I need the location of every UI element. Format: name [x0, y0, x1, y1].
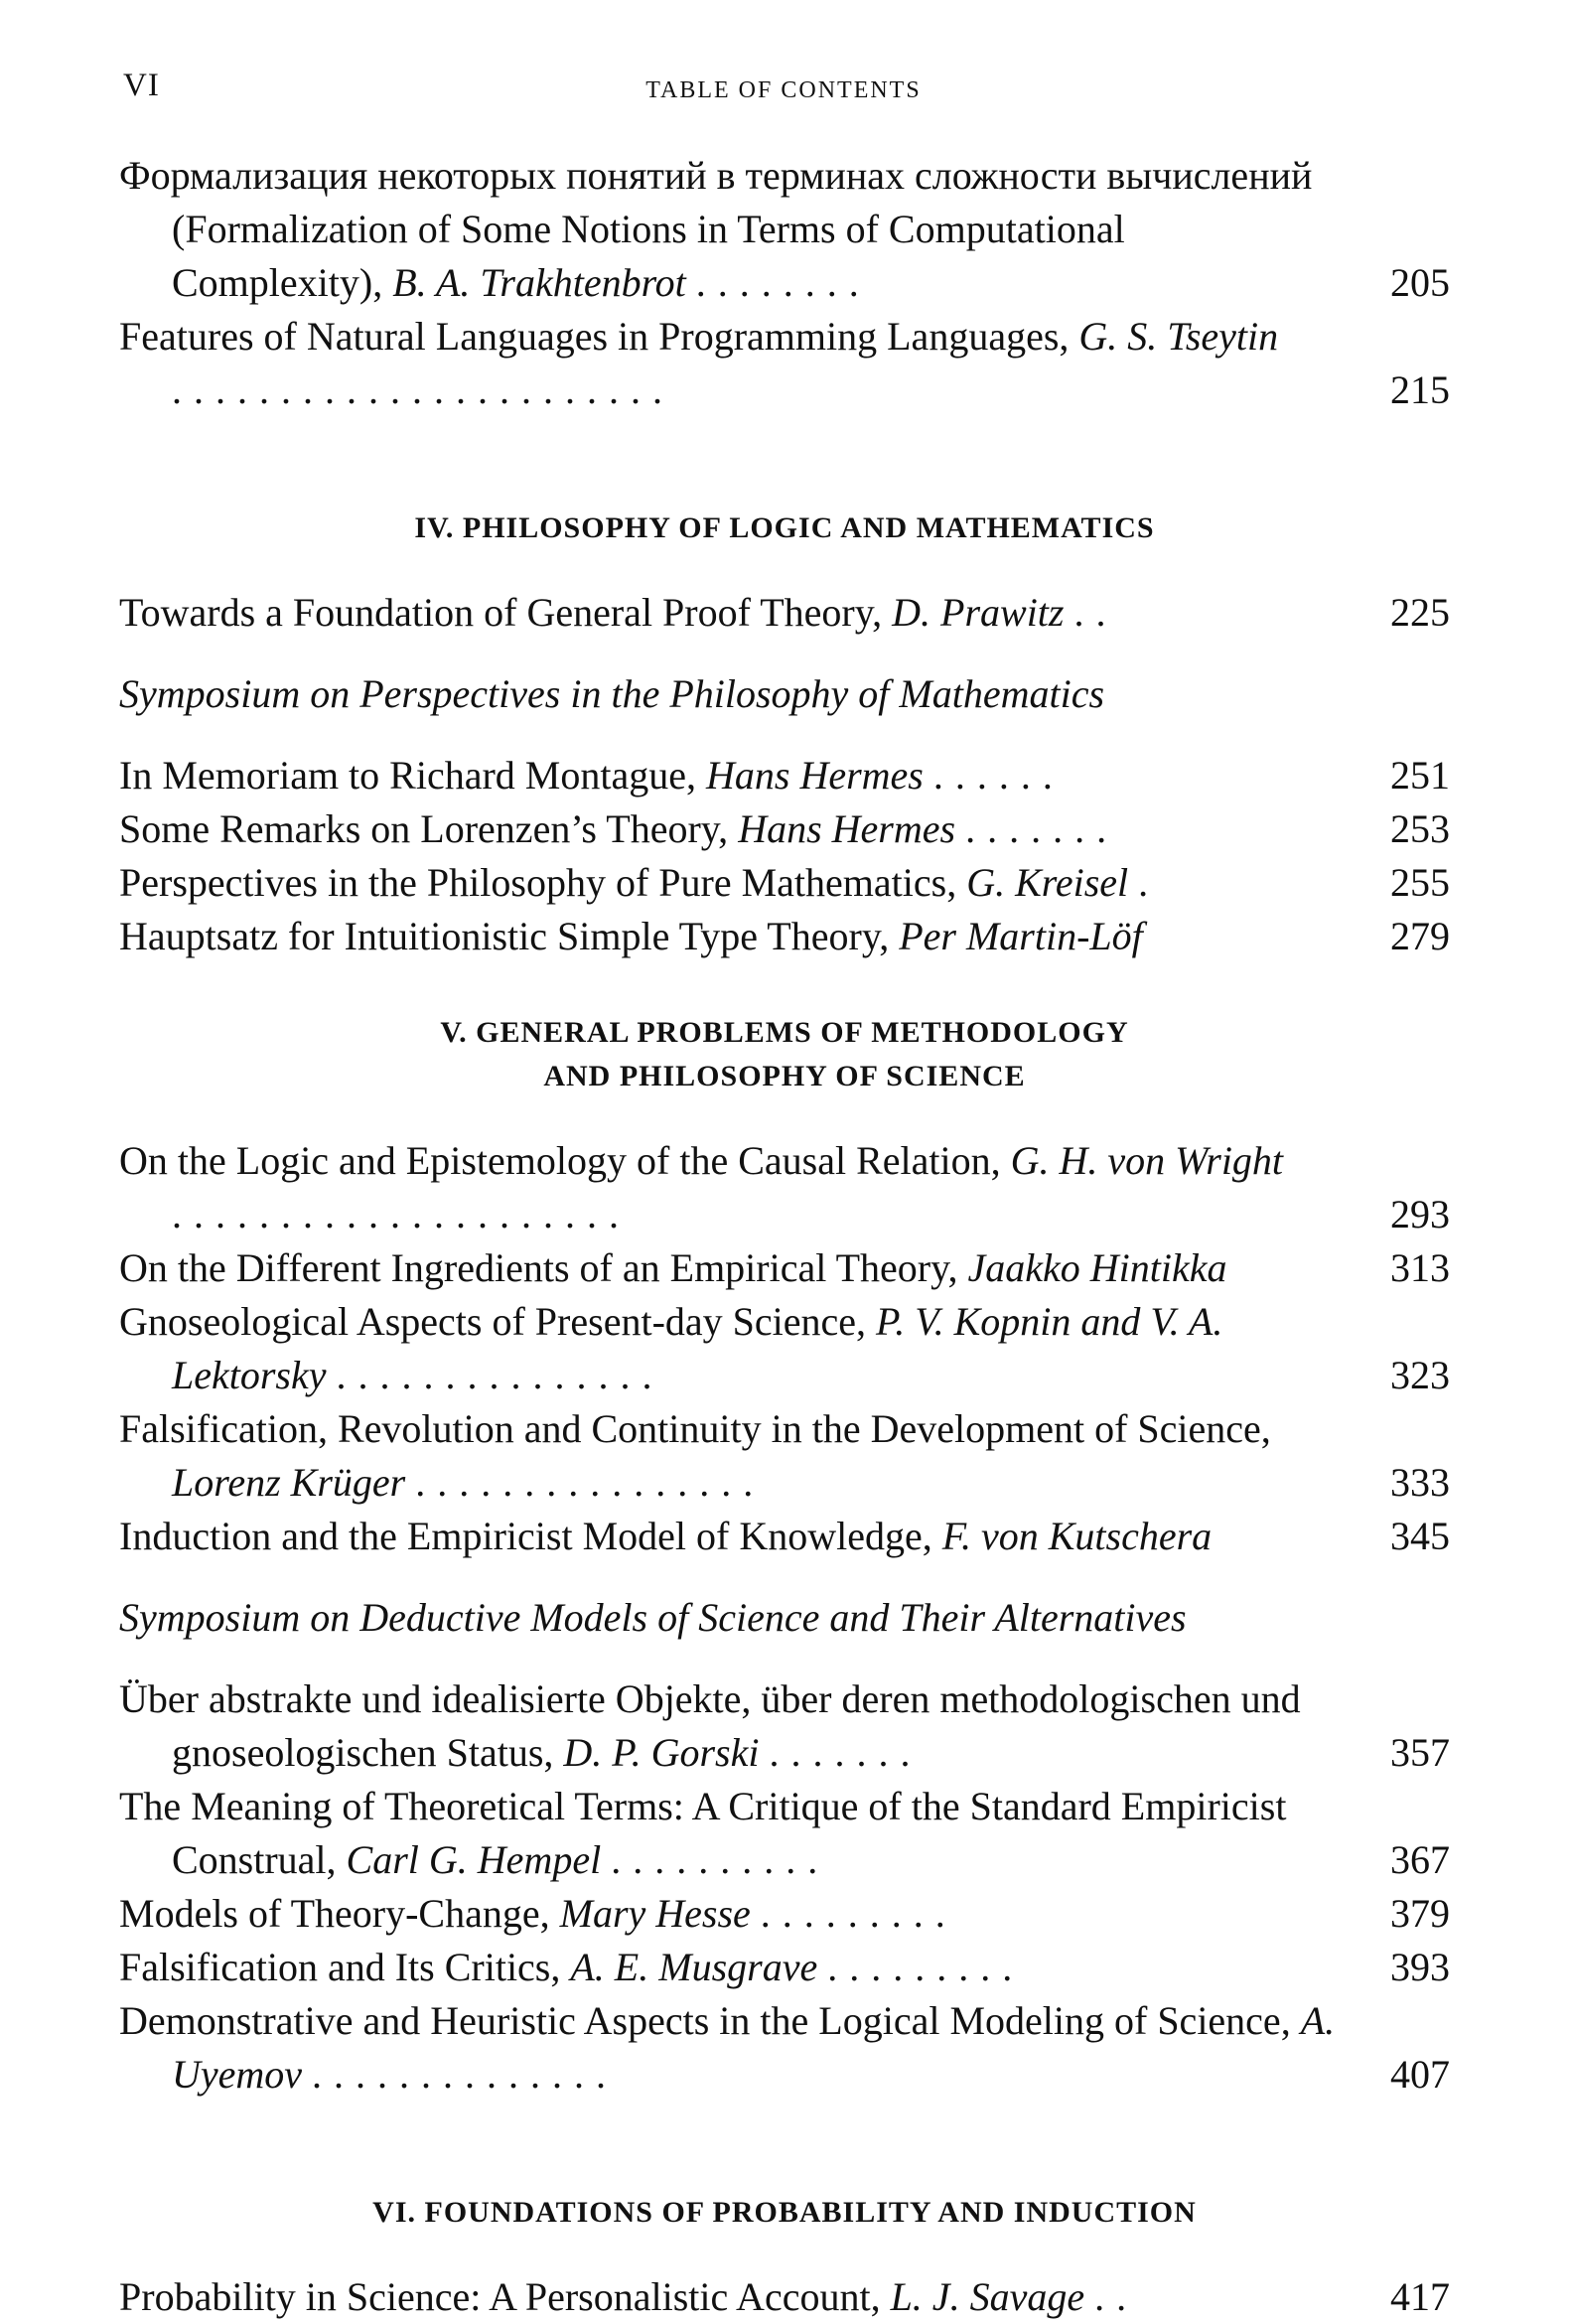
leader-dots: ................ [415, 1460, 766, 1505]
entry-title: On the Logic and Epistemology of the Causal Relation, [119, 1138, 1011, 1183]
leader-dots: ....................... [172, 367, 674, 412]
entry-page: 367 [1390, 1837, 1450, 1882]
toc-entry [119, 856, 1450, 910]
entry-title: Induction and the Empiricist Model of Knowledge, [119, 1514, 942, 1558]
entry-author: Hans Hermes [738, 806, 956, 851]
symposium-heading: Symposium on Perspectives in the Philosophy of Mathematics [119, 671, 1105, 716]
toc-entry [119, 1672, 1450, 1780]
entry-page: 251 [1390, 753, 1450, 798]
entry-page: 313 [1390, 1245, 1450, 1290]
entry-title: Формализация некоторых понятий в терминах сложности вычислений (Formalization of Some Notions in Terms of Computational Complexity), [119, 153, 1313, 305]
toc-entry [119, 1941, 1450, 1994]
section-heading [119, 1011, 1450, 1098]
toc-entry [119, 1887, 1450, 1941]
entry-title: Über abstrakte und idealisierte Objekte, über deren methodologischen und gnoseologischen Status, [119, 1676, 1301, 1775]
entry-page: 215 [1390, 367, 1450, 412]
entry-title: Falsification and Its Critics, [119, 1945, 571, 1989]
entry-author: Mary Hesse [559, 1891, 751, 1936]
entry-author: Hans Hermes [705, 753, 924, 798]
section-heading-line: V. GENERAL PROBLEMS OF METHODOLOGY [440, 1016, 1129, 1049]
entry-title: On the Different Ingredients of an Empirical Theory, [119, 1245, 968, 1290]
running-title: TABLE OF CONTENTS [645, 77, 922, 103]
section-heading-line: AND PHILOSOPHY OF SCIENCE [543, 1060, 1026, 1092]
entry-title: Features of Natural Languages in Programming Languages, [119, 314, 1079, 359]
entry-author: P. V. Kopnin and V. A. Lektorsky [172, 1299, 1223, 1397]
entry-title: Falsification, Revolution and Continuity in the Development of Science, [119, 1406, 1271, 1451]
leader-dots: ............... [336, 1353, 664, 1397]
entry-page: 253 [1390, 806, 1450, 851]
leader-dots: .............. [312, 2052, 619, 2097]
entry-author: Jaakko Hintikka [967, 1245, 1227, 1290]
entry-author: F. von Kutschera [941, 1514, 1213, 1558]
entry-author: A. Uyemov [172, 1998, 1336, 2097]
toc-entry [119, 310, 1450, 417]
leader-dots: ......... [760, 1891, 957, 1936]
entry-title: Perspectives in the Philosophy of Pure Mathematics, [119, 860, 967, 905]
symposium-heading: Symposium on Deductive Models of Science and Their Alternatives [119, 1595, 1187, 1640]
toc-entry [119, 1780, 1450, 1887]
entry-page: 255 [1390, 860, 1450, 905]
toc-entry [119, 1994, 1450, 2102]
section-heading: IV. PHILOSOPHY OF LOGIC AND MATHEMATICS [414, 511, 1155, 544]
toc-entry [119, 1402, 1450, 1510]
entry-title: Demonstrative and Heuristic Aspects in the Logical Modeling of Science, [119, 1998, 1301, 2043]
toc-entry [119, 1134, 1450, 1241]
entry-author: G. Kreisel [966, 860, 1129, 905]
entry-title: Towards a Foundation of General Proof Theory, [119, 590, 893, 635]
entry-title: The Meaning of Theoretical Terms: A Critique of the Standard Empiricist Construal, [119, 1784, 1287, 1882]
toc-entry [119, 1510, 1450, 1563]
leader-dots: . [1138, 860, 1161, 905]
entry-author: L. J. Savage [890, 2274, 1085, 2319]
entry-page: 205 [1390, 260, 1450, 305]
entry-author: Lorenz Krüger [172, 1460, 406, 1505]
toc-entry [119, 149, 1450, 310]
entry-page: 225 [1390, 590, 1450, 635]
leader-dots: ...... [932, 753, 1065, 798]
toc-entry [119, 910, 1450, 963]
leader-dots: ....... [965, 806, 1119, 851]
entry-author: D. Prawitz [892, 590, 1065, 635]
leader-dots: .. [1094, 2274, 1139, 2319]
toc-entry [119, 1241, 1450, 1295]
entry-title: In Memoriam to Richard Montague, [119, 753, 706, 798]
entry-page: 393 [1390, 1945, 1450, 1989]
entry-author: D. P. Gorski [563, 1730, 760, 1775]
entry-author: Per Martin-Löf [899, 914, 1143, 958]
page-number: VI [123, 68, 160, 103]
leader-dots: ..................... [172, 1192, 631, 1236]
leader-dots: ......... [827, 1945, 1025, 1989]
leader-dots: ....... [769, 1730, 923, 1775]
toc-entry [119, 2270, 1450, 2324]
entry-title: Gnoseological Aspects of Present-day Science, [119, 1299, 877, 1344]
entry-page: 345 [1390, 1514, 1450, 1558]
entry-title: Probability in Science: A Personalistic Account, [119, 2274, 891, 2319]
entry-page: 379 [1390, 1891, 1450, 1936]
toc-entry [119, 749, 1450, 802]
entry-page: 323 [1390, 1353, 1450, 1397]
leader-dots: ........ [695, 260, 871, 305]
entry-title: Models of Theory-Change, [119, 1891, 560, 1936]
entry-author: Carl G. Hempel [346, 1837, 602, 1882]
entry-page: 417 [1390, 2274, 1450, 2319]
leader-dots: .......... [611, 1837, 830, 1882]
entry-title: Some Remarks on Lorenzen’s Theory, [119, 806, 739, 851]
entry-author: B. A. Trakhtenbrot [392, 260, 686, 305]
entry-page: 357 [1390, 1730, 1450, 1775]
toc-entry [119, 586, 1450, 640]
leader-dots: .. [1073, 590, 1118, 635]
toc-entry [119, 1295, 1450, 1402]
toc-entry [119, 802, 1450, 856]
entry-page: 293 [1390, 1192, 1450, 1236]
entry-author: G. H. von Wright [1010, 1138, 1284, 1183]
entry-author: A. E. Musgrave [570, 1945, 818, 1989]
entry-page: 407 [1390, 2052, 1450, 2097]
section-heading: VI. FOUNDATIONS OF PROBABILITY AND INDUCTION [372, 2196, 1197, 2229]
toc-content [119, 149, 1450, 2324]
entry-title: Hauptsatz for Intuitionistic Simple Type Theory, [119, 914, 900, 958]
entry-author: G. S. Tseytin [1078, 314, 1279, 359]
entry-page: 333 [1390, 1460, 1450, 1505]
running-header [123, 68, 1444, 111]
entry-page: 279 [1390, 914, 1450, 958]
